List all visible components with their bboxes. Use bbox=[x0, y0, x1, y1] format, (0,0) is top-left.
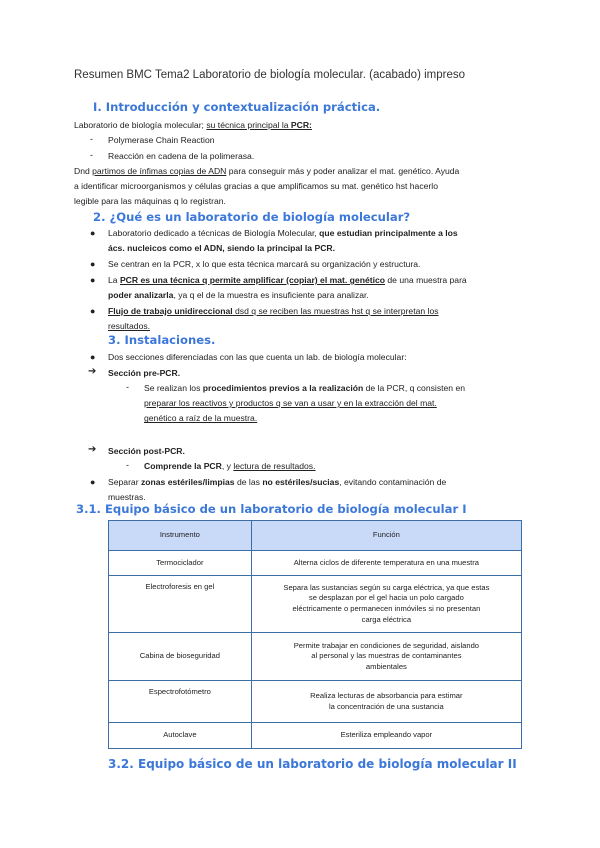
section-2-bullet-4: Flujo de trabajo unidireccional dsd q se reciben las muestras hst q se interpretan los resultados. bbox=[108, 306, 439, 332]
section-3-2-heading: 3.2. Equipo básico de un laboratorio de biología molecular II bbox=[108, 757, 517, 771]
bullet-marker: ● bbox=[90, 306, 96, 316]
function-cell: Separa las sustancias según su carga eléctrica, ya que estas se desplazan por el gel hacia un polo cargado eléctricamente o permanecen inmóviles si no presentan carga eléctrica bbox=[251, 576, 521, 633]
section-3-heading: 3. Instalaciones. bbox=[108, 333, 216, 347]
intro-technique: su técnica principal la PCR: bbox=[206, 120, 312, 130]
section-1-heading: I. Introducción y contextualización práctica. bbox=[93, 100, 381, 114]
list-item: Reacción en cadena de la polimerasa. bbox=[108, 151, 255, 161]
function-cell: Alterna ciclos de diferente temperatura en una muestra bbox=[251, 551, 521, 576]
table-row bbox=[109, 681, 522, 723]
section-3-1-heading: 3.1. Equipo básico de un laboratorio de biología molecular I bbox=[76, 502, 467, 516]
section-3-bullet-1: Dos secciones diferenciadas con las que cuenta un lab. de biología molecular: bbox=[108, 352, 407, 362]
bullet-marker: ● bbox=[90, 228, 96, 238]
instrument-cell: Autoclave bbox=[109, 723, 252, 749]
intro-text: Laboratorio de biología molecular; bbox=[74, 120, 207, 130]
arrow-right-icon: ➔ bbox=[88, 366, 97, 377]
table-row bbox=[109, 723, 522, 749]
section-1-paragraph: Dnd partimos de ínfimas copias de ADN para conseguir más y poder analizar el mat. genético. Ayuda a identificar microorganismos y células gracias a que amplificamos su mat. genético hst hacerlo legible para las máquinas q lo registran. bbox=[74, 166, 460, 207]
function-cell: Esteriliza empleando vapor bbox=[251, 723, 521, 749]
instrument-cell: Termociclador bbox=[109, 551, 252, 576]
dash-marker: - bbox=[126, 382, 129, 392]
instrument-cell: Cabina de bioseguridad bbox=[109, 633, 252, 681]
section-3-bullet-separate: Separar zonas estériles/limpias de las no estériles/sucias, evitando contaminación de muestras. bbox=[108, 477, 447, 503]
dash-marker: - bbox=[90, 134, 93, 144]
section-pre-pcr: Sección pre-PCR. bbox=[108, 368, 181, 378]
section-2-bullet-3: La PCR es una técnica q permite amplificar (copiar) el mat. genético de una muestra para poder analizarla, ya q el de la muestra es insuficiente para analizar. bbox=[108, 275, 467, 301]
document-title: Resumen BMC Tema2 Laboratorio de biología molecular. (acabado) impreso bbox=[74, 69, 465, 81]
equipment-table bbox=[108, 520, 522, 749]
dash-marker: - bbox=[90, 150, 93, 160]
function-cell: Realiza lecturas de absorbancia para estimar la concentración de una sustancia bbox=[251, 681, 521, 723]
bullet-marker: ● bbox=[90, 275, 96, 285]
section-2-bullet-1: Laboratorio dedicado a técnicas de Biología Molecular, que estudian principalmente a los ács. nucleicos como el ADN, siendo la principal la PCR. bbox=[108, 228, 458, 254]
section-2-bullet-2: Se centran en la PCR, x lo que esta técnica marcará su organización y estructura. bbox=[108, 259, 421, 269]
section-post-pcr: Sección post-PCR. bbox=[108, 446, 185, 456]
dash-marker: - bbox=[126, 460, 129, 470]
instrument-cell: Espectrofotómetro bbox=[109, 681, 252, 723]
list-item: Polymerase Chain Reaction bbox=[108, 135, 215, 145]
section-2-heading: 2. ¿Qué es un laboratorio de biología molecular? bbox=[93, 210, 411, 224]
post-pcr-description: Comprende la PCR, y lectura de resultados. bbox=[144, 461, 316, 471]
function-cell: Permite trabajar en condiciones de seguridad, aislando al personal y las muestras de contaminantes ambientales bbox=[251, 633, 521, 681]
table-row bbox=[109, 551, 522, 576]
pre-pcr-description: Se realizan los procedimientos previos a la realización de la PCR, q consisten en preparar los reactivos y productos q se van a usar y en la extracción del mat. genético a raíz de la muestra. bbox=[144, 383, 466, 424]
bullet-marker: ● bbox=[90, 259, 96, 269]
bullet-marker: ● bbox=[90, 352, 96, 362]
section-1-intro bbox=[74, 118, 312, 133]
table-header-row bbox=[109, 521, 522, 551]
table-row bbox=[109, 576, 522, 633]
arrow-right-icon: ➔ bbox=[88, 444, 97, 455]
bullet-marker: ● bbox=[90, 477, 96, 487]
instrument-cell: Electroforesis en gel bbox=[109, 576, 252, 633]
column-header-function: Función bbox=[251, 521, 521, 551]
column-header-instrument: Instrumento bbox=[109, 521, 252, 551]
table-row bbox=[109, 633, 522, 681]
